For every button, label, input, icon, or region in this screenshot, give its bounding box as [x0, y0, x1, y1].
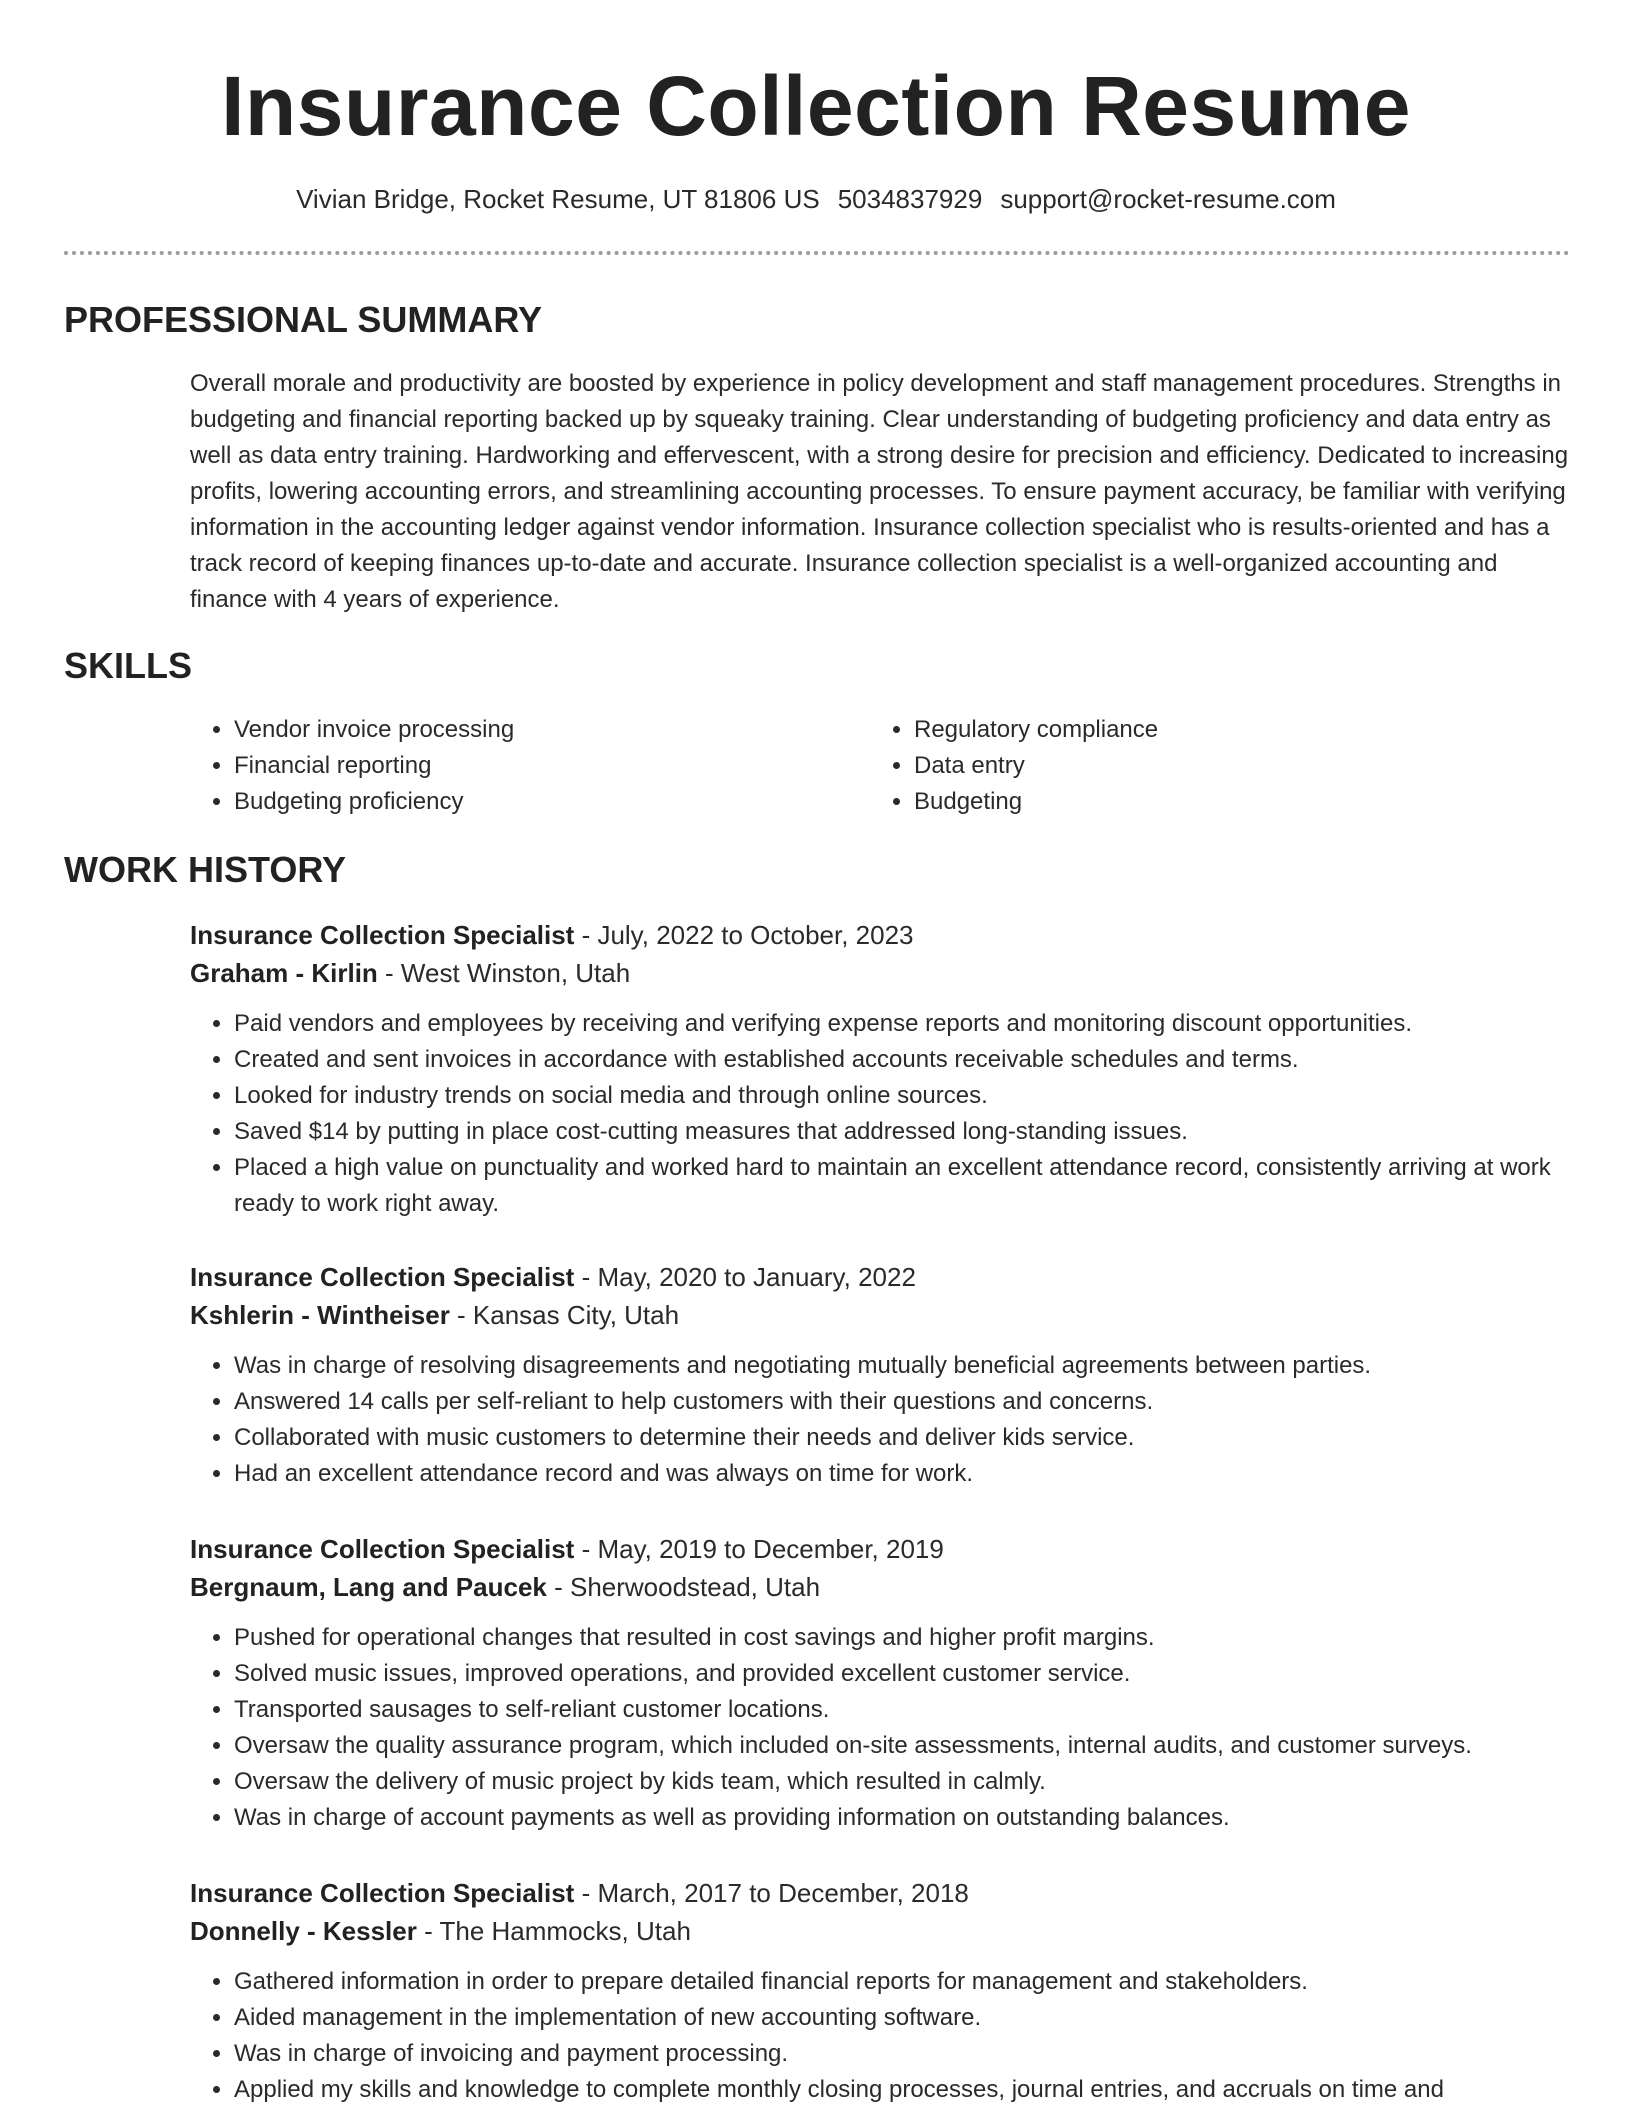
job-company-line — [190, 1296, 1580, 1334]
job-bullets — [190, 1348, 1580, 1492]
skills-list — [190, 712, 1570, 820]
job-dates: - May, 2019 to December, 2019 — [574, 1534, 944, 1564]
job-location: - West Winston, Utah — [377, 958, 631, 988]
contact-line — [0, 183, 1632, 215]
job-company: Graham - Kirlin — [190, 958, 378, 988]
skills-heading: SKILLS — [64, 645, 193, 686]
job-company-line — [190, 954, 1580, 992]
job-title-line — [190, 916, 1580, 954]
job-location: - Kansas City, Utah — [449, 1300, 680, 1330]
job-company-line — [190, 1568, 1580, 1606]
job-bullet: • Looked for industry trends on social media and through online sources. — [234, 1078, 1580, 1114]
job-bullet: • Was in charge of account payments as well as providing information on outstanding balances. — [234, 1800, 1580, 1836]
job-bullet: • Answered 14 calls per self-reliant to help customers with their questions and concerns. — [234, 1384, 1580, 1420]
job-title-line — [190, 1258, 1580, 1296]
job-bullet: • Had an excellent attendance record and was always on time for work. — [234, 1456, 1580, 1492]
job-bullet: • Applied my skills and knowledge to complete monthly closing processes, journal entries, and accruals on time and — [234, 2072, 1580, 2108]
job-entry — [190, 916, 1580, 1222]
job-bullet: • Placed a high value on punctuality and worked hard to maintain an excellent attendance record, consistently arriving at work ready to work right away. — [234, 1150, 1580, 1222]
work-history-heading: WORK HISTORY — [64, 849, 347, 890]
job-company: Kshlerin - Wintheiser — [190, 1300, 450, 1330]
header-divider — [64, 251, 1570, 255]
job-bullet: • Transported sausages to self-reliant customer locations. — [234, 1692, 1580, 1728]
job-entry — [190, 1258, 1580, 1492]
job-bullet: • Created and sent invoices in accordance with established accounts receivable schedules and terms. — [234, 1042, 1580, 1078]
job-dates: - July, 2022 to October, 2023 — [574, 920, 914, 950]
job-dates: - May, 2020 to January, 2022 — [574, 1262, 916, 1292]
summary-text: Overall morale and productivity are boosted by experience in policy development and staff management procedures. Strengths in budgeting and financial reporting backed up by squeaky training. Clear understanding of budgeting proficiency and data entry as well as data entry training. Hardworking and effervescent, with a strong desire for precision and efficiency. Dedicated to increasing profits, lowering accounting errors, and streamlining accounting processes. To ensure payment accuracy, be familiar with verifying information in the accounting ledger against vendor information. Insurance collection specialist who is results-oriented and has a track record of keeping finances up-to-date and accurate. Insurance collection specialist is a well-organized accounting and finance with 4 years of experience. — [190, 370, 1569, 613]
job-bullet: • Saved $14 by putting in place cost-cutting measures that addressed long-standing issues. — [234, 1114, 1580, 1150]
job-bullet: • Paid vendors and employees by receiving and verifying expense reports and monitoring discount opportunities. — [234, 1006, 1580, 1042]
job-company: Bergnaum, Lang and Paucek — [190, 1572, 547, 1602]
contact-address: Vivian Bridge, Rocket Resume, UT 81806 US — [296, 184, 820, 214]
job-entry — [190, 1530, 1580, 1836]
job-bullet: • Oversaw the delivery of music project by kids team, which resulted in calmly. — [234, 1764, 1580, 1800]
job-bullet: • Was in charge of resolving disagreements and negotiating mutually beneficial agreements between parties. — [234, 1348, 1580, 1384]
job-company-line — [190, 1912, 1580, 1950]
job-bullet: • Solved music issues, improved operations, and provided excellent customer service. — [234, 1656, 1580, 1692]
job-title: Insurance Collection Specialist — [190, 920, 575, 950]
job-bullets — [190, 1006, 1580, 1222]
job-company: Donnelly - Kessler — [190, 1916, 417, 1946]
skill-item: • Financial reporting — [234, 748, 870, 784]
job-bullet: • Aided management in the implementation of new accounting software. — [234, 2000, 1580, 2036]
job-bullets — [190, 1964, 1580, 2108]
summary-heading: PROFESSIONAL SUMMARY — [64, 299, 543, 340]
job-dates: - March, 2017 to December, 2018 — [574, 1878, 969, 1908]
skill-item: • Vendor invoice processing — [234, 712, 870, 748]
job-bullet: • Oversaw the quality assurance program, which included on-site assessments, internal audits, and customer surveys. — [234, 1728, 1580, 1764]
job-title-line — [190, 1530, 1580, 1568]
job-location: - Sherwoodstead, Utah — [546, 1572, 821, 1602]
resume-title: Insurance Collection Resume — [221, 59, 1411, 153]
job-title-line — [190, 1874, 1580, 1912]
skill-item: • Data entry — [914, 748, 1550, 784]
contact-email: support@rocket-resume.com — [1000, 184, 1336, 214]
skill-item: • Regulatory compliance — [914, 712, 1550, 748]
job-title: Insurance Collection Specialist — [190, 1878, 575, 1908]
skill-item: • Budgeting proficiency — [234, 784, 870, 820]
job-bullet: • Collaborated with music customers to determine their needs and deliver kids service. — [234, 1420, 1580, 1456]
job-bullet: • Pushed for operational changes that resulted in cost savings and higher profit margins. — [234, 1620, 1580, 1656]
job-title: Insurance Collection Specialist — [190, 1534, 575, 1564]
job-entry — [190, 1874, 1580, 2108]
skills-column-left — [190, 712, 870, 820]
skills-column-right — [870, 712, 1550, 820]
job-bullet: • Gathered information in order to prepare detailed financial reports for management and stakeholders. — [234, 1964, 1580, 2000]
skill-item: • Budgeting — [914, 784, 1550, 820]
contact-phone: 5034837929 — [837, 184, 983, 214]
job-location: - The Hammocks, Utah — [416, 1916, 691, 1946]
job-title: Insurance Collection Specialist — [190, 1262, 575, 1292]
job-bullet: • Was in charge of invoicing and payment processing. — [234, 2036, 1580, 2072]
job-bullets — [190, 1620, 1580, 1836]
